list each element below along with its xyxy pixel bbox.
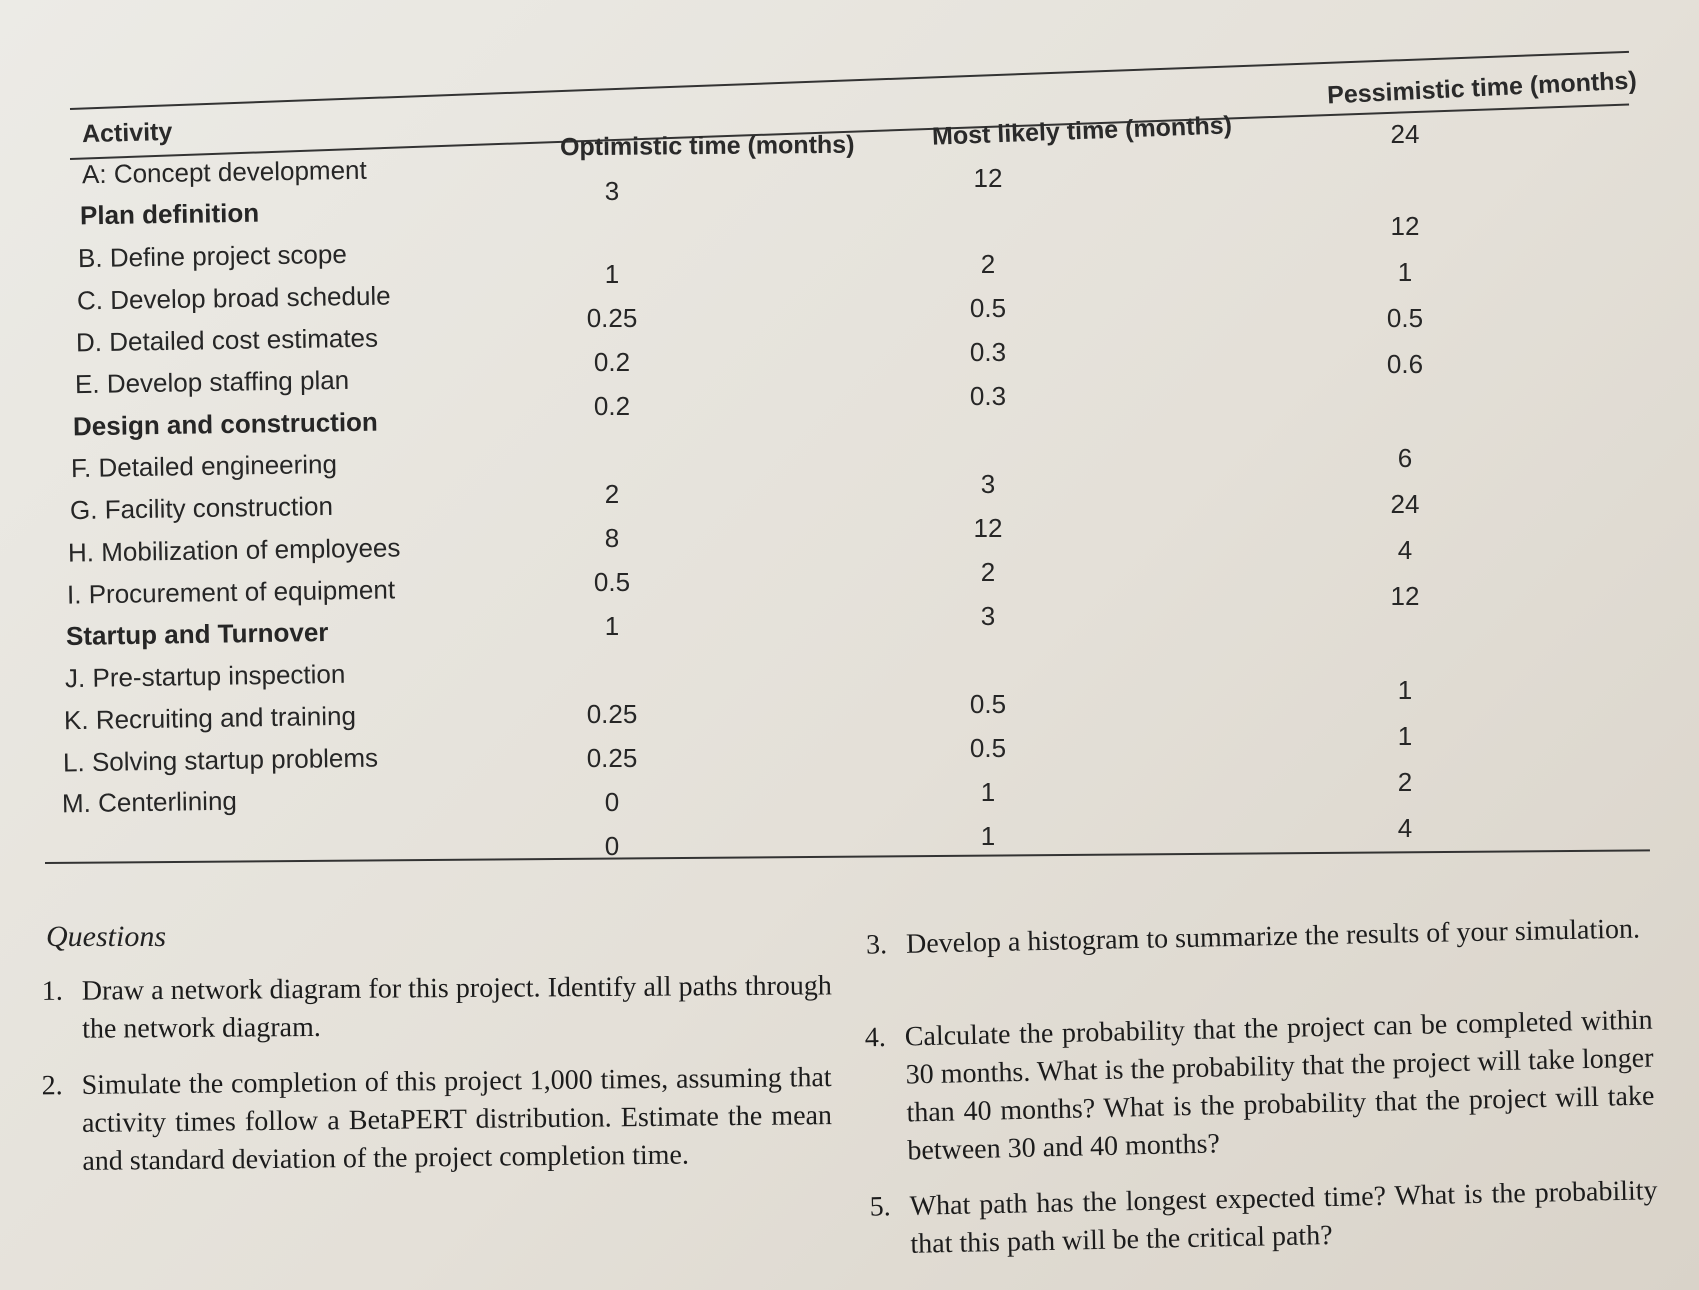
- optimistic-cell: 0: [604, 831, 620, 861]
- question-text: Draw a network diagram for this project. Identify all paths through the network diagram.: [81, 970, 832, 1045]
- question-number: 4.: [864, 1021, 887, 1054]
- questions-title: Questions: [46, 920, 166, 953]
- question-5: [869, 1172, 1658, 1264]
- most-likely-cell: 2: [980, 249, 996, 279]
- question-4: [864, 1002, 1655, 1171]
- most-likely-cell: 12: [973, 513, 1003, 543]
- activity-cell: A: Concept development: [81, 154, 367, 190]
- optimistic-cell: 3: [604, 176, 620, 206]
- most-likely-cell: 2: [980, 557, 996, 587]
- activity-cell: I. Procurement of equipment: [66, 574, 396, 610]
- activity-cell: J. Pre-startup inspection: [64, 658, 346, 694]
- question-number: 5.: [869, 1191, 892, 1223]
- pessimistic-cell: 4: [1397, 813, 1413, 843]
- optimistic-cell: 1: [604, 611, 620, 641]
- optimistic-cell: 0: [604, 787, 620, 817]
- header-optimistic: Optimistic time (months): [559, 130, 855, 162]
- section-title: Plan definition: [79, 197, 260, 231]
- activity-cell: M. Centerlining: [61, 785, 238, 819]
- question-1: [41, 967, 833, 1048]
- most-likely-cell: 12: [973, 163, 1003, 193]
- pessimistic-cell: 0.5: [1386, 303, 1424, 333]
- most-likely-cell: 1: [980, 777, 996, 807]
- pessimistic-cell: 12: [1390, 581, 1420, 611]
- activity-cell: L. Solving startup problems: [62, 742, 379, 778]
- optimistic-cell: 1: [604, 259, 620, 289]
- header-pessimistic: Pessimistic time (months): [1326, 66, 1638, 110]
- question-text: Develop a histogram to summarize the results of your simulation.: [905, 913, 1641, 960]
- most-likely-cell: 0.3: [969, 381, 1007, 411]
- section-title: Design and construction: [72, 406, 379, 442]
- activity-cell: H. Mobilization of employees: [67, 532, 401, 568]
- question-number: 3.: [865, 929, 888, 961]
- most-likely-cell: 0.5: [969, 293, 1007, 323]
- header-activity: Activity: [81, 117, 173, 149]
- optimistic-cell: 8: [604, 523, 620, 553]
- activity-cell: F. Detailed engineering: [70, 448, 338, 484]
- question-3: [865, 910, 1655, 964]
- optimistic-cell: 0.25: [586, 743, 638, 773]
- question-text: Simulate the completion of this project 1,000 times, assuming that activity times follow a BetaPERT distribution. Estimate the mean and standard deviation of the project completion time.: [81, 1062, 833, 1177]
- most-likely-cell: 0.3: [969, 337, 1007, 367]
- section-title: Startup and Turnover: [65, 616, 329, 652]
- question-number: 1.: [41, 975, 63, 1007]
- header-most-likely: Most likely time (months): [931, 111, 1233, 151]
- optimistic-cell: 2: [604, 479, 620, 509]
- optimistic-cell: 0.5: [593, 567, 631, 597]
- pessimistic-cell: 4: [1397, 535, 1413, 565]
- pessimistic-cell: 24: [1390, 119, 1420, 149]
- pessimistic-cell: 1: [1397, 675, 1413, 705]
- pessimistic-cell: 1: [1397, 257, 1413, 287]
- optimistic-cell: 0.25: [586, 303, 638, 333]
- most-likely-cell: 0.5: [969, 733, 1007, 763]
- pessimistic-cell: 0.6: [1386, 349, 1424, 379]
- optimistic-cell: 0.2: [593, 347, 631, 377]
- question-text: What path has the longest expected time? What is the probability that this path will be the critical path?: [909, 1175, 1658, 1260]
- pessimistic-cell: 6: [1397, 443, 1413, 473]
- pessimistic-cell: 2: [1397, 767, 1413, 797]
- optimistic-cell: 0.2: [593, 391, 631, 421]
- activity-cell: G. Facility construction: [69, 490, 334, 526]
- question-number: 2.: [41, 1070, 63, 1102]
- most-likely-cell: 3: [980, 469, 996, 499]
- pessimistic-cell: 24: [1390, 489, 1420, 519]
- pessimistic-cell: 1: [1397, 721, 1413, 751]
- activity-cell: B. Define project scope: [77, 238, 348, 274]
- activity-cell: D. Detailed cost estimates: [75, 322, 379, 358]
- most-likely-cell: 1: [980, 821, 996, 851]
- most-likely-cell: 3: [980, 601, 996, 631]
- most-likely-cell: 0.5: [969, 689, 1007, 719]
- activity-cell: E. Develop staffing plan: [74, 364, 350, 400]
- activity-cell: C. Develop broad schedule: [76, 280, 391, 316]
- pessimistic-cell: 12: [1390, 211, 1420, 241]
- activity-cell: K. Recruiting and training: [63, 700, 357, 736]
- question-2: [41, 1059, 833, 1181]
- question-text: Calculate the probability that the project can be completed within 30 months. What is the probability that the project will take longer than 40 months? What is the probability that the project will take between 30 and 40 months?: [904, 1004, 1655, 1167]
- optimistic-cell: 0.25: [586, 699, 638, 729]
